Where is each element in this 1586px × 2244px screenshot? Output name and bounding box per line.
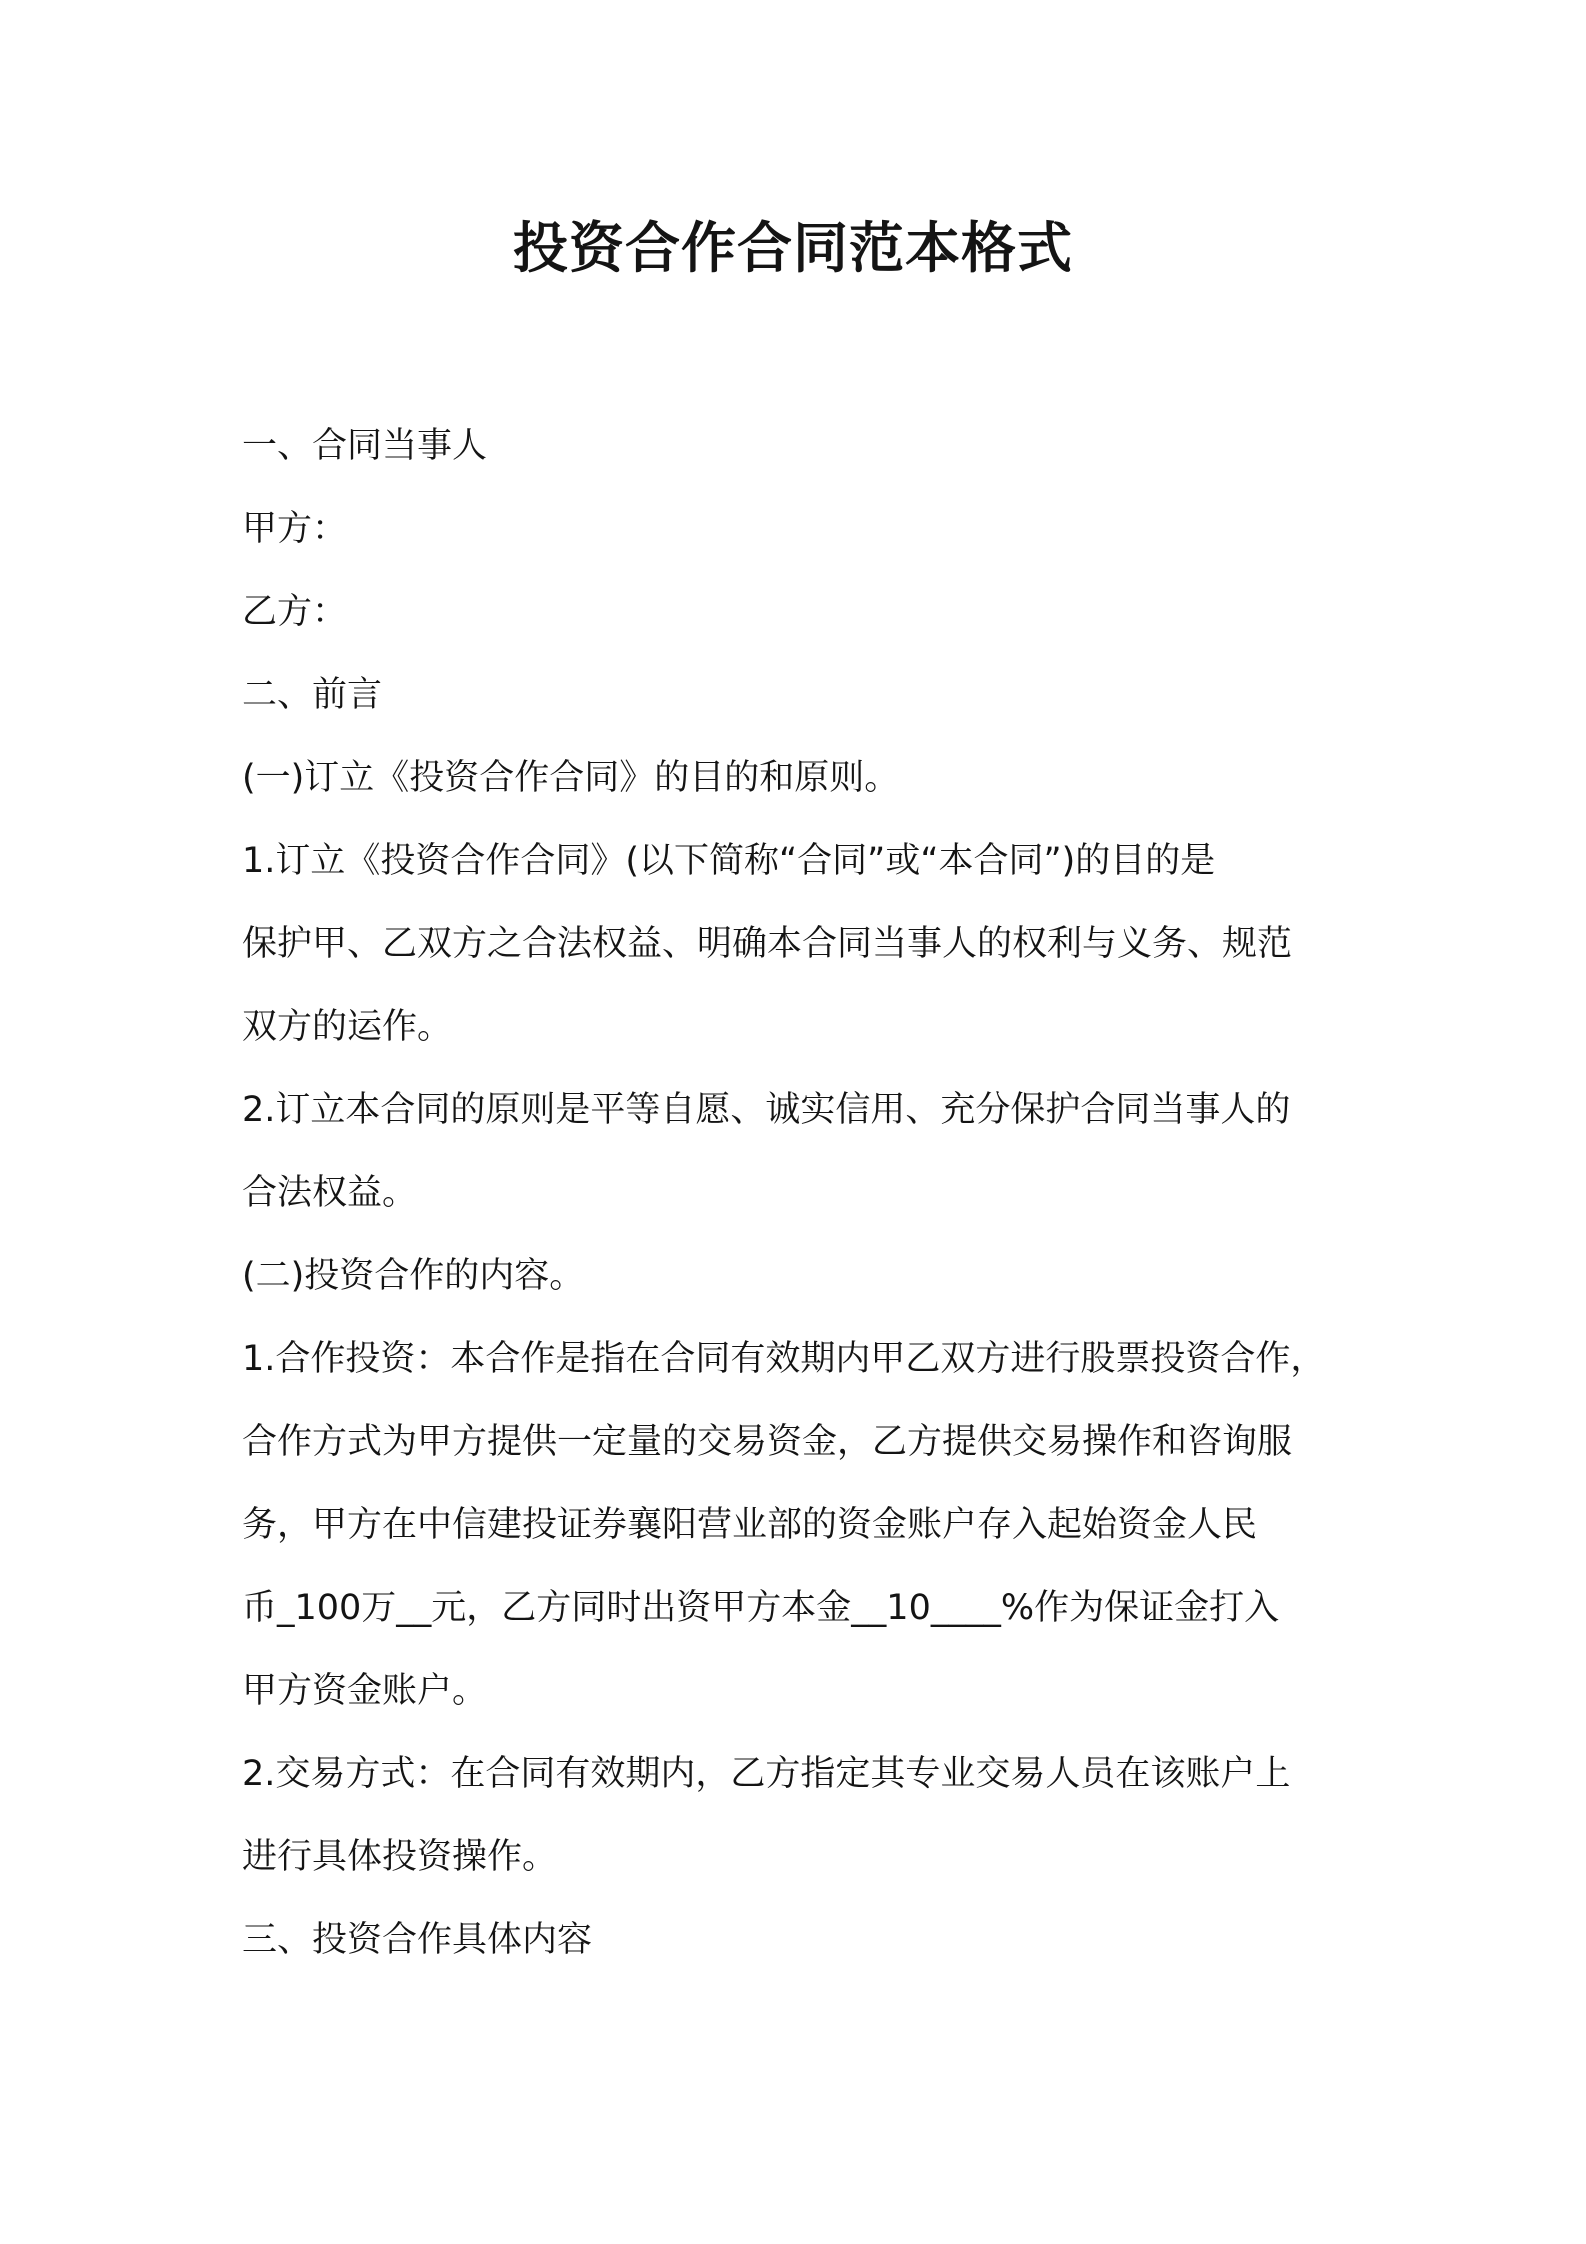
paragraph-line: 进行具体投资操作。 <box>242 1837 558 1877</box>
section-heading-details: 三、投资合作具体内容 <box>242 1920 593 1960</box>
paragraph-line: 1.合作投资：本合作是指在合同有效期内甲乙双方进行股票投资合作， <box>242 1339 1326 1379</box>
subsection-heading-purpose: (一)订立《投资合作合同》的目的和原则。 <box>242 758 900 798</box>
paragraph-line: 2.交易方式：在合同有效期内，乙方指定其专业交易人员在该账户上 <box>242 1754 1291 1794</box>
paragraph-line: 2.订立本合同的原则是平等自愿、诚实信用、充分保护合同当事人的 <box>242 1090 1291 1130</box>
document-body <box>242 405 1362 1982</box>
paragraph-line: 合作方式为甲方提供一定量的交易资金，乙方提供交易操作和咨询服 <box>242 1422 1293 1462</box>
party-b-line: 乙方： <box>242 592 348 632</box>
paragraph-line: 合法权益。 <box>242 1173 418 1213</box>
party-a-line: 甲方： <box>242 509 348 549</box>
section-heading-preface: 二、前言 <box>242 675 383 715</box>
paragraph-line: 双方的运作。 <box>242 1007 453 1047</box>
paragraph-line: 甲方资金账户。 <box>242 1671 488 1711</box>
section-heading-parties: 一、合同当事人 <box>242 426 488 466</box>
paragraph-line: 1.订立《投资合作合同》(以下简称“合同”或“本合同”)的目的是 <box>242 841 1216 881</box>
paragraph-line: 币_100万__元，乙方同时出资甲方本金__10____%作为保证金打入 <box>242 1588 1280 1628</box>
paragraph-line: 保护甲、乙双方之合法权益、明确本合同当事人的权利与义务、规范 <box>242 924 1293 964</box>
paragraph-line: 务，甲方在中信建投证券襄阳营业部的资金账户存入起始资金人民 <box>242 1505 1258 1545</box>
document-title: 投资合作合同范本格式 <box>512 216 1073 280</box>
subsection-heading-content: (二)投资合作的内容。 <box>242 1256 585 1296</box>
